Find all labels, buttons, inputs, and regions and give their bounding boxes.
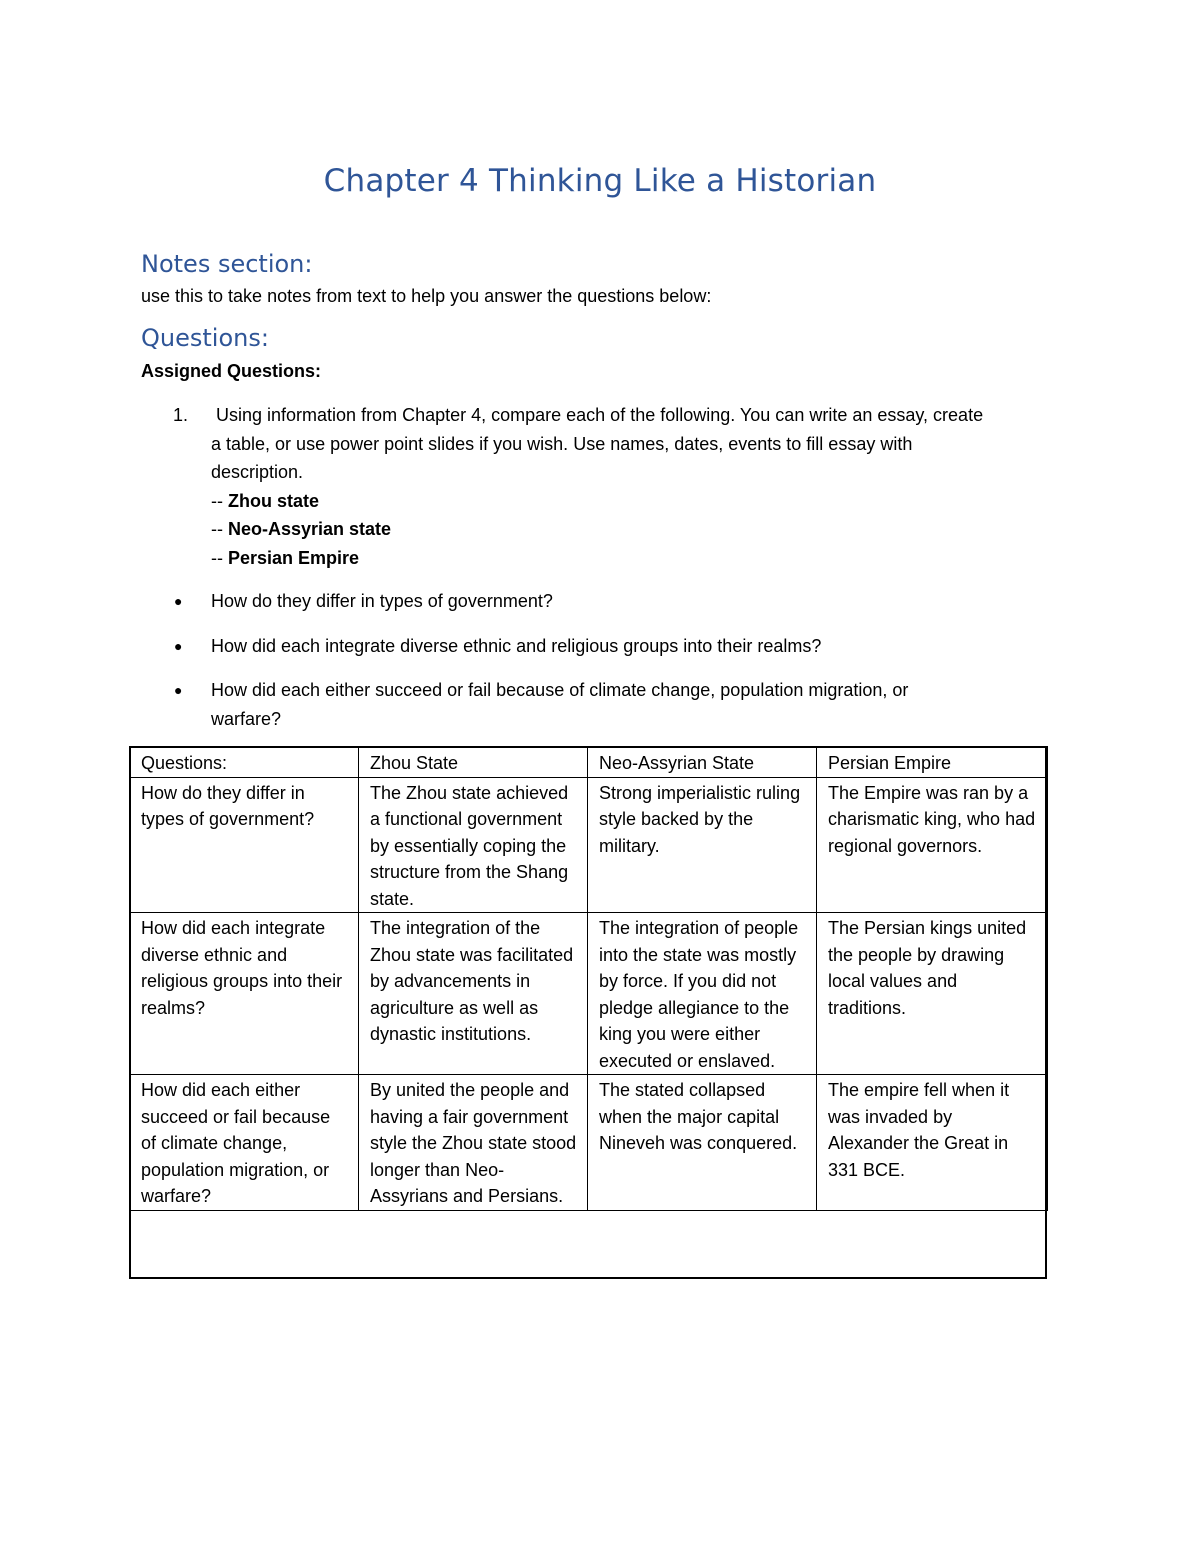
- table-row: [130, 777, 1048, 913]
- table-cell: The integration of people into the state was mostly by force. If you did not pledge allegiance to the king you were either executed or enslaved.: [588, 913, 817, 1075]
- bullet-line: How do they differ in types of government?: [211, 591, 553, 611]
- compare-item-prefix: --: [211, 519, 228, 539]
- bullet-icon: ●: [174, 638, 183, 654]
- table-header-cell: Neo-Assyrian State: [588, 747, 817, 778]
- question-1-text: [211, 401, 1071, 572]
- notes-section-heading: Notes section:: [141, 250, 313, 278]
- table-cell: How did each either succeed or fail because of climate change, population migration, or warfare?: [130, 1075, 359, 1211]
- table-cell: How do they differ in types of government?: [130, 777, 359, 913]
- table-cell: By united the people and having a fair government style the Zhou state stood longer than Neo-Assyrians and Persians.: [359, 1075, 588, 1211]
- compare-item-prefix: --: [211, 547, 228, 568]
- table-cell: The Zhou state achieved a functional government by essentially coping the structure from the Shang state.: [359, 777, 588, 913]
- bullet-icon: ●: [174, 682, 183, 698]
- question-1-line: a table, or use power point slides if you wish. Use names, dates, events to fill essay with: [211, 433, 913, 454]
- table-header-cell: Zhou State: [359, 747, 588, 778]
- table-cell: The Persian kings united the people by drawing local values and traditions.: [817, 913, 1048, 1075]
- compare-item-neo-assyrian: [211, 515, 1071, 544]
- comparison-table: [129, 746, 1048, 1211]
- table-cell: The stated collapsed when the major capital Nineveh was conquered.: [588, 1075, 817, 1211]
- table-row: [130, 1075, 1048, 1211]
- table-cell: The Empire was ran by a charismatic king, who had regional governors.: [817, 777, 1048, 913]
- bullet-line: How did each integrate diverse ethnic and religious groups into their realms?: [211, 636, 822, 656]
- table-cell: The empire fell when it was invaded by Alexander the Great in 331 BCE.: [817, 1075, 1048, 1211]
- question-1-line: Using information from Chapter 4, compare each of the following. You can write an essay, create: [211, 405, 984, 425]
- table-row: [130, 913, 1048, 1075]
- document-title: Chapter 4 Thinking Like a Historian: [323, 163, 877, 199]
- bullet-line: How did each either succeed or fail because of climate change, population migration, or: [211, 680, 909, 700]
- question-1-line: description.: [211, 462, 304, 482]
- bullet-question-success-failure: [211, 676, 1011, 733]
- table-cell: The integration of the Zhou state was facilitated by advancements in agriculture as well as dynastic institutions.: [359, 913, 588, 1075]
- compare-item-persian: [211, 544, 1071, 573]
- table-header-row: [130, 747, 1048, 778]
- compare-item-zhou: [211, 487, 1071, 516]
- compare-item-label: Persian Empire: [228, 547, 360, 568]
- bullet-icon: ●: [174, 593, 183, 609]
- compare-item-label: Neo-Assyrian state: [228, 519, 392, 539]
- table-header-cell: Persian Empire: [817, 747, 1048, 778]
- compare-item-label: Zhou state: [228, 490, 320, 511]
- bullet-line: warfare?: [211, 708, 282, 729]
- notes-description: use this to take notes from text to help you answer the questions below:: [141, 286, 712, 306]
- questions-heading: Questions:: [141, 324, 269, 352]
- bullet-question-government: [211, 587, 1011, 616]
- question-number: 1.: [173, 405, 189, 425]
- table-cell: Strong imperialistic ruling style backed by the military.: [588, 777, 817, 913]
- table-cell: How did each integrate diverse ethnic and religious groups into their realms?: [130, 913, 359, 1075]
- compare-item-prefix: --: [211, 490, 228, 511]
- assigned-questions-label: Assigned Questions:: [141, 361, 322, 381]
- table-header-cell: Questions:: [130, 747, 359, 778]
- bullet-question-integration: [211, 632, 1011, 661]
